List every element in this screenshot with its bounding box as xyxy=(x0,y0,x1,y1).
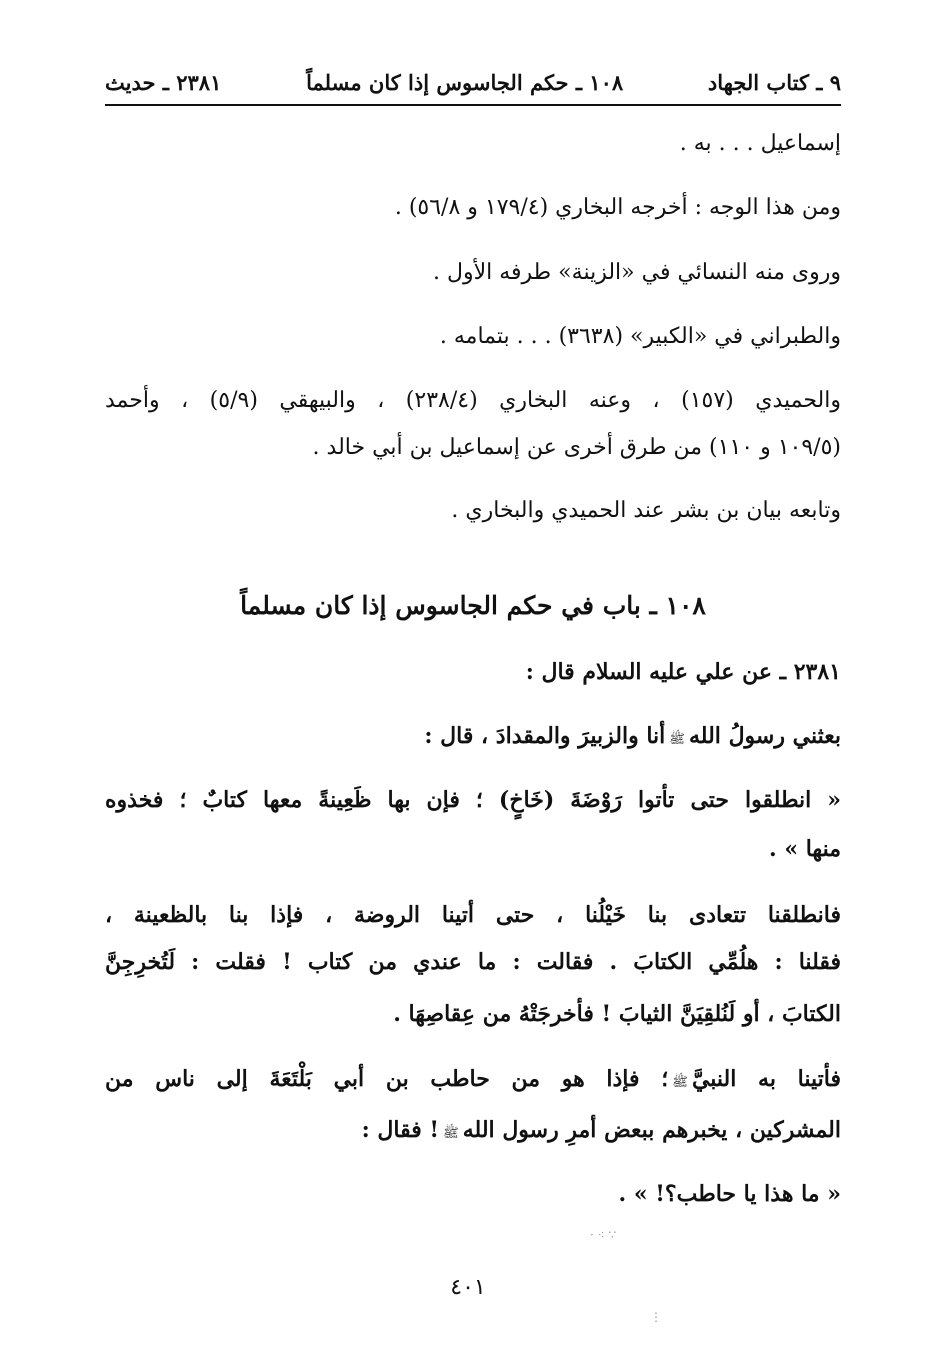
hadith-line-1 xyxy=(105,720,841,756)
hadith-line-2: « انطلقوا حتى تأتوا رَوْضَةَ (خَاخٍ) ؛ فإن بها ظَعِينةً معها كتابٌ ؛ فخذوه xyxy=(105,787,841,813)
running-header xyxy=(105,62,841,102)
hadith-line-1-b: أنا والزبيرَ والمقدادَ ، قال : xyxy=(424,723,666,749)
body-line-2: ومن هذا الوجه : أخرجه البخاري (١٧٩/٤ و ٥٦/٨) . xyxy=(394,195,841,220)
hadith-line-3: منها » . xyxy=(769,836,841,862)
header-book-title: ٩ ـ كتاب الجهاد xyxy=(707,69,841,95)
header-divider xyxy=(105,104,841,106)
chapter-title: ١٠٨ ـ باب في حكم الجاسوس إذا كان مسلماً xyxy=(240,591,706,620)
salawat-glyph: ﷺ xyxy=(672,1075,688,1090)
hadith-line-8 xyxy=(105,1114,841,1150)
hadith-intro: ٢٣٨١ ـ عن علي عليه السلام قال : xyxy=(525,659,841,685)
hadith-line-7-a: فأتينا به النبيَّ xyxy=(691,1066,841,1092)
scan-speckle: ⋮ xyxy=(650,1310,662,1324)
body-line-6: (١٠٩/٥ و ١١٠) من طرق أخرى عن إسماعيل بن أبي خالد . xyxy=(312,435,841,460)
hadith-line-1-a: بعثني رسولُ الله xyxy=(689,723,841,749)
hadith-line-6: الكتابَ ، أو لَنُلقِيَنَّ الثيابَ ! فأخرجَتْهُ من عِقاصِهَا . xyxy=(393,1001,841,1027)
body-line-4: والطبراني في «الكبير» (٣٦٣٨) . . . بتمامه . xyxy=(439,324,841,349)
hadith-line-7-b: ؛ فإذا هو من حاطب بن أبي بَلْتَعَةَ إلى ناس من xyxy=(105,1066,669,1092)
header-chapter-title: ١٠٨ ـ حكم الجاسوس إذا كان مسلماً xyxy=(306,69,624,95)
body-line-3: وروى منه النسائي في «الزينة» طرفه الأول . xyxy=(432,260,841,285)
hadith-line-7 xyxy=(105,1063,841,1099)
hadith-line-8-b: ! فقال : xyxy=(361,1117,440,1143)
body-line-7: وتابعه بيان بن بشر عند الحميدي والبخاري . xyxy=(451,498,841,523)
header-hadith-number: ٢٣٨١ ـ حديث xyxy=(105,69,222,95)
hadith-line-9: « ما هذا يا حاطب؟! » . xyxy=(618,1181,841,1207)
page-number: ٤٠١ xyxy=(450,1275,486,1300)
body-line-1: إسماعيل . . . به . xyxy=(679,131,841,156)
body-line-5: والحميدي (١٥٧) ، وعنه البخاري (٢٣٨/٤) ، والبيهقي (٥/٩) ، وأحمد xyxy=(105,388,841,413)
hadith-line-8-a: المشركين ، يخبرهم ببعض أمرِ رسول الله xyxy=(462,1117,841,1143)
salawat-glyph: ﷺ xyxy=(443,1126,459,1141)
salawat-glyph: ﷺ xyxy=(669,732,686,747)
hadith-line-4: فانطلقنا تتعادى بنا خَيْلُنا ، حتى أتينا الروضة ، فإذا بنا بالظعينة ، xyxy=(105,902,841,928)
hadith-line-5: فقلنا : هلُمِّي الكتابَ . فقالت : ما عندي من كتاب ! فقلت : لَتُخرِجِنَّ xyxy=(105,949,841,975)
scan-speckle: ∵ ⁖ · xyxy=(590,1228,617,1242)
